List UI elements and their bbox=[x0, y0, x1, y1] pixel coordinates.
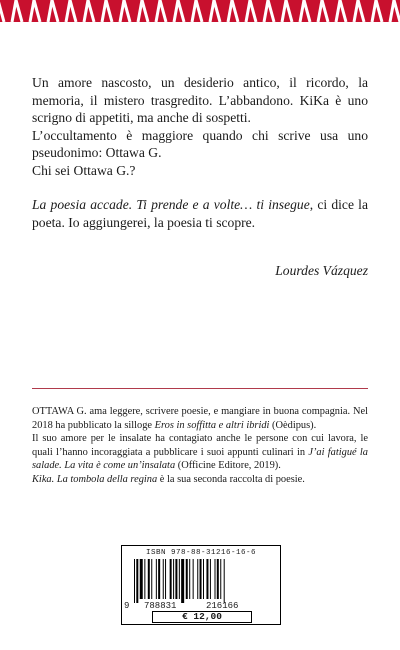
barcode-digits-right: 216166 bbox=[206, 601, 239, 611]
price-label: € 12,00 bbox=[152, 611, 252, 623]
bio-text: OTTAWA G. ama leggere, scrivere poesie, e mangiare in buona compagnia. Nel 2018 ha pubblicato la silloge bbox=[32, 406, 368, 431]
blurb-author: Lourdes Vázquez bbox=[275, 263, 368, 278]
isbn-barcode bbox=[121, 545, 281, 625]
blurb-paragraph-2: L’occultamento è maggiore quando chi scrive usa uno pseudonimo: Ottawa G. bbox=[32, 127, 368, 160]
barcode-icon bbox=[132, 559, 272, 603]
bio-book-title: Eros in soffitta e altri ibridi bbox=[154, 419, 270, 431]
bio-book-title: Kika. La tombola della regina bbox=[32, 473, 158, 485]
bio-text: Il suo amore per le insalate ha contagiato anche le persone con cui lavora, le quali l’hanno incoraggiata a pubblicare i suoi appunti culinari in bbox=[32, 433, 368, 458]
bio-book-title: J’ai fatigué la salade. La vita è come un’insalata bbox=[32, 446, 369, 471]
blurb-paragraph-1: Un amore nascosto, un desiderio antico, il ricordo, la memoria, il mistero trasgredito. L’abbandono. KiKa è uno scrigno di appetiti, ma anche di sospetti. bbox=[32, 75, 368, 125]
bio-paragraph-2 bbox=[32, 432, 368, 473]
quote-rest: , ci dice la poeta. Io aggiungerei, la poesia ti scopre. bbox=[32, 197, 368, 230]
bio-text: (Oèdipus). bbox=[269, 419, 317, 431]
barcode-digit-lead: 9 bbox=[124, 601, 130, 611]
bio-paragraph-3 bbox=[32, 473, 368, 487]
isbn-label: ISBN 978-88-31216-16-6 bbox=[145, 549, 257, 557]
decorative-top-pattern bbox=[0, 0, 400, 22]
author-bio bbox=[32, 405, 368, 486]
blurb-quote bbox=[32, 196, 368, 231]
quote-italic: La poesia accade. Ti prende e a volte… ti insegue bbox=[32, 197, 310, 212]
blurb-paragraph-3: Chi sei Ottawa G.? bbox=[32, 162, 136, 178]
zigzag-pattern-icon bbox=[0, 0, 400, 22]
barcode-digits-left: 788831 bbox=[144, 601, 177, 611]
back-cover-blurb bbox=[32, 74, 368, 231]
bio-text: (Officine Editore, 2019). bbox=[175, 460, 281, 471]
bio-paragraph-1 bbox=[32, 405, 368, 432]
bio-text: è la sua seconda raccolta di poesie. bbox=[157, 473, 305, 485]
divider-rule bbox=[32, 388, 368, 389]
